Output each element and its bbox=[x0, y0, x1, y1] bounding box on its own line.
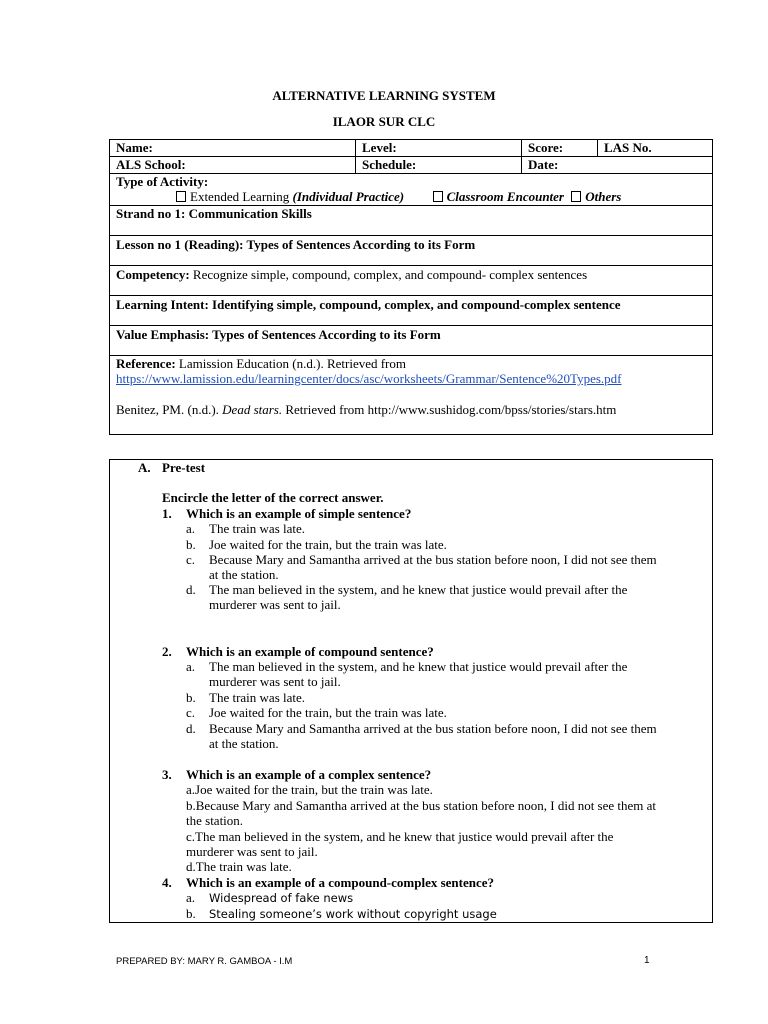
individual-practice-label: (Individual Practice) bbox=[292, 189, 405, 204]
question-2-number: 2. bbox=[162, 644, 172, 659]
form-row-activity bbox=[110, 174, 712, 206]
pretest-letter: A. bbox=[138, 460, 151, 475]
option-text: Because Mary and Samantha arrived at the bus station before noon, I did not see them bbox=[209, 721, 657, 736]
als-school-field[interactable]: ALS School: bbox=[110, 157, 356, 173]
reference-row bbox=[110, 356, 712, 434]
option-text: The man believed in the system, and he knew that justice would prevail after the bbox=[209, 659, 628, 674]
option-letter: d. bbox=[186, 582, 196, 597]
q3-option-d[interactable]: d.The train was late. bbox=[186, 859, 292, 874]
q1-option-a[interactable] bbox=[186, 521, 305, 536]
q4-option-a[interactable] bbox=[186, 890, 353, 906]
option-text: The train was late. bbox=[209, 521, 306, 536]
page-number: 1 bbox=[644, 955, 650, 966]
q2-option-d-cont: at the station. bbox=[209, 736, 279, 751]
q3-option-b-cont: the station. bbox=[186, 813, 244, 828]
reference2-rest: Retrieved from http://www.sushidog.com/bpss/stories/stars.htm bbox=[285, 402, 617, 417]
las-no-field[interactable]: LAS No. bbox=[604, 140, 652, 155]
q1-option-c-cont: at the station. bbox=[209, 567, 279, 582]
competency-label: Competency: bbox=[116, 267, 190, 282]
learning-intent-row: Learning Intent: Identifying simple, compound, complex, and compound-complex sentence bbox=[110, 296, 712, 326]
question-1-text: Which is an example of simple sentence? bbox=[186, 506, 412, 521]
option-letter: a. bbox=[186, 521, 196, 536]
q3-option-b[interactable]: b.Because Mary and Samantha arrived at the bus station before noon, I did not see them at bbox=[186, 798, 657, 813]
name-field[interactable]: Name: bbox=[110, 140, 356, 156]
question-2-text: Which is an example of compound sentence? bbox=[186, 644, 434, 659]
q1-option-c[interactable] bbox=[186, 552, 657, 567]
reference2-title: Dead stars. bbox=[222, 402, 283, 417]
value-emphasis-row: Value Emphasis: Types of Sentences According to its Form bbox=[110, 326, 712, 356]
form-row-name bbox=[110, 140, 712, 157]
document-title: ALTERNATIVE LEARNING SYSTEM bbox=[272, 88, 496, 103]
q1-option-b[interactable] bbox=[186, 537, 447, 552]
reference2-author: Benitez, PM. (n.d.). bbox=[116, 402, 219, 417]
others-checkbox[interactable] bbox=[571, 191, 581, 202]
q2-option-b[interactable] bbox=[186, 690, 305, 705]
schedule-field[interactable]: Schedule: bbox=[356, 157, 522, 173]
question-3-number: 3. bbox=[162, 767, 172, 782]
option-text: The man believed in the system, and he knew that justice would prevail after the bbox=[209, 582, 628, 597]
extended-learning-checkbox[interactable] bbox=[176, 191, 186, 202]
strand-row: Strand no 1: Communication Skills bbox=[110, 206, 712, 236]
option-letter: b. bbox=[186, 906, 196, 921]
score-field[interactable]: Score: bbox=[522, 140, 598, 156]
pretest-instruction: Encircle the letter of the correct answer. bbox=[162, 490, 384, 505]
option-letter: c. bbox=[186, 705, 196, 720]
document-subtitle: ILAOR SUR CLC bbox=[332, 114, 436, 129]
question-4-number: 4. bbox=[162, 875, 172, 890]
option-letter: d. bbox=[186, 721, 196, 736]
q1-option-d[interactable] bbox=[186, 582, 627, 597]
classroom-encounter-label: Classroom Encounter bbox=[446, 189, 564, 204]
pretest-section bbox=[109, 459, 713, 923]
question-3 bbox=[162, 767, 431, 782]
q2-option-d[interactable] bbox=[186, 721, 657, 736]
others-label: Others bbox=[585, 189, 622, 204]
date-field[interactable]: Date: bbox=[528, 157, 559, 172]
header-form-table bbox=[109, 139, 713, 435]
option-letter: c. bbox=[186, 552, 196, 567]
lesson-row: Lesson no 1 (Reading): Types of Sentences According to its Form bbox=[110, 236, 712, 266]
competency-row bbox=[110, 266, 712, 296]
reference1-link[interactable]: https://www.lamission.edu/learningcenter/docs/asc/worksheets/Grammar/Sentence%20Types.pdf bbox=[116, 371, 622, 386]
question-4 bbox=[162, 875, 494, 890]
option-text: The train was late. bbox=[209, 690, 306, 705]
reference1-text: Lamission Education (n.d.). Retrieved from bbox=[178, 356, 407, 371]
extended-learning-label: Extended Learning bbox=[190, 189, 290, 204]
q2-option-a[interactable] bbox=[186, 659, 627, 674]
question-2 bbox=[162, 644, 434, 659]
option-letter: b. bbox=[186, 690, 196, 705]
q3-option-c[interactable]: c.The man believed in the system, and he knew that justice would prevail after the bbox=[186, 829, 614, 844]
q1-option-d-cont: murderer was sent to jail. bbox=[209, 597, 341, 612]
q3-option-c-cont: murderer was sent to jail. bbox=[186, 844, 318, 859]
option-letter: a. bbox=[186, 890, 196, 905]
question-1-number: 1. bbox=[162, 506, 172, 521]
competency-text: Recognize simple, compound, complex, and compound- complex sentences bbox=[192, 267, 588, 282]
option-text: Joe waited for the train, but the train was late. bbox=[209, 537, 447, 552]
activity-label: Type of Activity: bbox=[116, 174, 209, 189]
option-letter: a. bbox=[186, 659, 196, 674]
classroom-encounter-checkbox[interactable] bbox=[433, 191, 443, 202]
form-row-school bbox=[110, 157, 712, 174]
question-3-text: Which is an example of a complex sentence? bbox=[186, 767, 432, 782]
question-1 bbox=[162, 506, 411, 521]
option-letter: b. bbox=[186, 537, 196, 552]
option-text: Widespread of fake news bbox=[209, 891, 354, 905]
option-text: Stealing someone’s work without copyright usage bbox=[209, 907, 497, 921]
question-4-text: Which is an example of a compound-complex sentence? bbox=[186, 875, 495, 890]
q2-option-c[interactable] bbox=[186, 705, 447, 720]
level-field[interactable]: Level: bbox=[356, 140, 522, 156]
option-text: Joe waited for the train, but the train was late. bbox=[209, 705, 447, 720]
q3-option-a[interactable]: a.Joe waited for the train, but the train was late. bbox=[186, 782, 433, 797]
prepared-by: PREPARED BY: MARY R. GAMBOA - I.M bbox=[116, 956, 293, 967]
q2-option-a-cont: murderer was sent to jail. bbox=[209, 674, 341, 689]
q4-option-b[interactable] bbox=[186, 906, 497, 922]
option-text: Because Mary and Samantha arrived at the bus station before noon, I did not see them bbox=[209, 552, 657, 567]
reference-label: Reference: bbox=[116, 356, 176, 371]
pretest-heading: Pre-test bbox=[162, 460, 206, 475]
